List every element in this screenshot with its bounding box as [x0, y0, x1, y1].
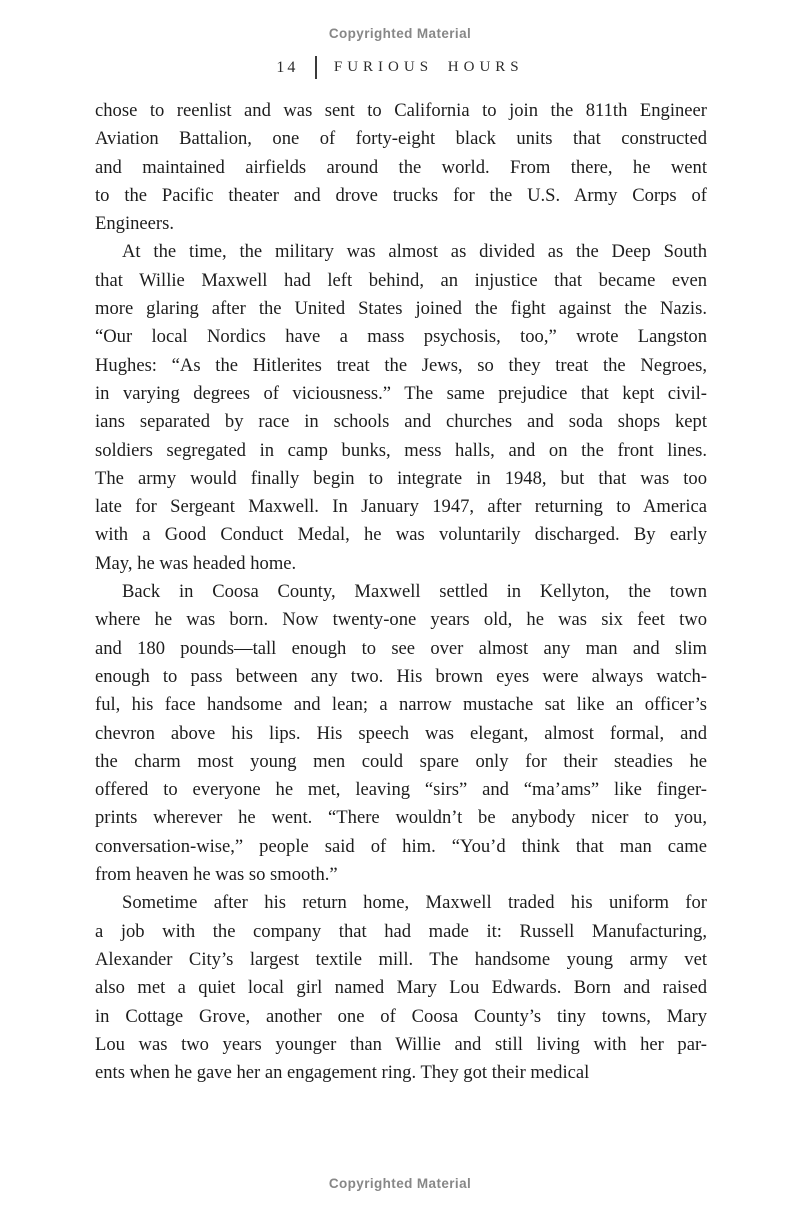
paragraph: [95, 238, 707, 578]
text-line: ents when he gave her an engagement ring. They got their medical: [95, 1062, 590, 1084]
text-line: Alexander City’s largest textile mill. The handsome young army vet: [95, 948, 707, 970]
text-line: in varying degrees of viciousness.” The same prejudice that kept civil-: [95, 382, 707, 404]
text-line: Hughes: “As the Hitlerites treat the Jews, so they treat the Negroes,: [95, 354, 707, 376]
text-line: At the time, the military was almost as divided as the Deep South: [122, 241, 707, 263]
text-line: Back in Coosa County, Maxwell settled in Kellyton, the town: [122, 581, 707, 603]
text-line: ians separated by race in schools and churches and soda shops kept: [95, 411, 707, 433]
text-line: ful, his face handsome and lean; a narrow mustache sat like an officer’s: [95, 694, 707, 716]
copyright-notice-bottom: Copyrighted Material: [328, 1176, 472, 1191]
running-header: [0, 56, 800, 79]
text-line: in Cottage Grove, another one of Coosa County’s tiny towns, Mary: [95, 1005, 707, 1027]
text-line: a job with the company that had made it: Russell Manufacturing,: [95, 920, 707, 942]
text-line: with a Good Conduct Medal, he was voluntarily discharged. By early: [95, 524, 707, 546]
paragraph: [95, 578, 707, 889]
text-line: late for Sergeant Maxwell. In January 1947, after returning to America: [95, 496, 707, 518]
text-line: Sometime after his return home, Maxwell traded his uniform for: [122, 892, 707, 914]
text-line: offered to everyone he met, leaving “sirs” and “ma’ams” like finger-: [95, 779, 707, 801]
text-line: soldiers segregated in camp bunks, mess halls, and on the front lines.: [95, 439, 707, 461]
text-line: Lou was two years younger than Willie and still living with her par-: [95, 1033, 707, 1055]
text-line: May, he was headed home.: [95, 552, 297, 574]
text-line: Engineers.: [95, 213, 174, 235]
text-line: the charm most young men could spare only for their steadies he: [95, 750, 707, 772]
copyright-notice-top: Copyrighted Material: [328, 26, 472, 41]
text-line: and 180 pounds—tall enough to see over almost any man and slim: [95, 637, 707, 659]
text-line: that Willie Maxwell had left behind, an injustice that became even: [95, 269, 707, 291]
text-line: also met a quiet local girl named Mary Lou Edwards. Born and raised: [95, 977, 707, 999]
page-text: [95, 97, 707, 1087]
text-line: conversation-wise,” people said of him. “You’d think that man came: [95, 835, 707, 857]
book-title: FURIOUS HOURS: [333, 59, 524, 75]
text-line: and maintained airfields around the world. From there, he went: [95, 156, 707, 178]
text-line: “Our local Nordics have a mass psychosis, too,” wrote Langston: [95, 326, 707, 348]
page-number: 14: [276, 58, 299, 76]
paragraph: [95, 889, 707, 1087]
text-line: chose to reenlist and was sent to California to join the 811th Engineer: [95, 100, 707, 121]
text-line: to the Pacific theater and drove trucks for the U.S. Army Corps of: [95, 184, 707, 206]
text-line: Aviation Battalion, one of forty-eight black units that constructed: [95, 128, 707, 150]
header-separator-rule: [315, 56, 317, 79]
paragraph: [95, 97, 707, 238]
text-line: chevron above his lips. His speech was elegant, almost formal, and: [95, 722, 707, 744]
text-line: more glaring after the United States joined the fight against the Nazis.: [95, 298, 707, 320]
text-line: The army would finally begin to integrate in 1948, but that was too: [95, 467, 707, 489]
text-line: prints wherever he went. “There wouldn’t be anybody nicer to you,: [95, 807, 707, 829]
text-line: enough to pass between any two. His brown eyes were always watch-: [95, 665, 707, 687]
text-line: from heaven he was so smooth.”: [95, 864, 338, 886]
text-line: where he was born. Now twenty-one years old, he was six feet two: [95, 609, 707, 631]
